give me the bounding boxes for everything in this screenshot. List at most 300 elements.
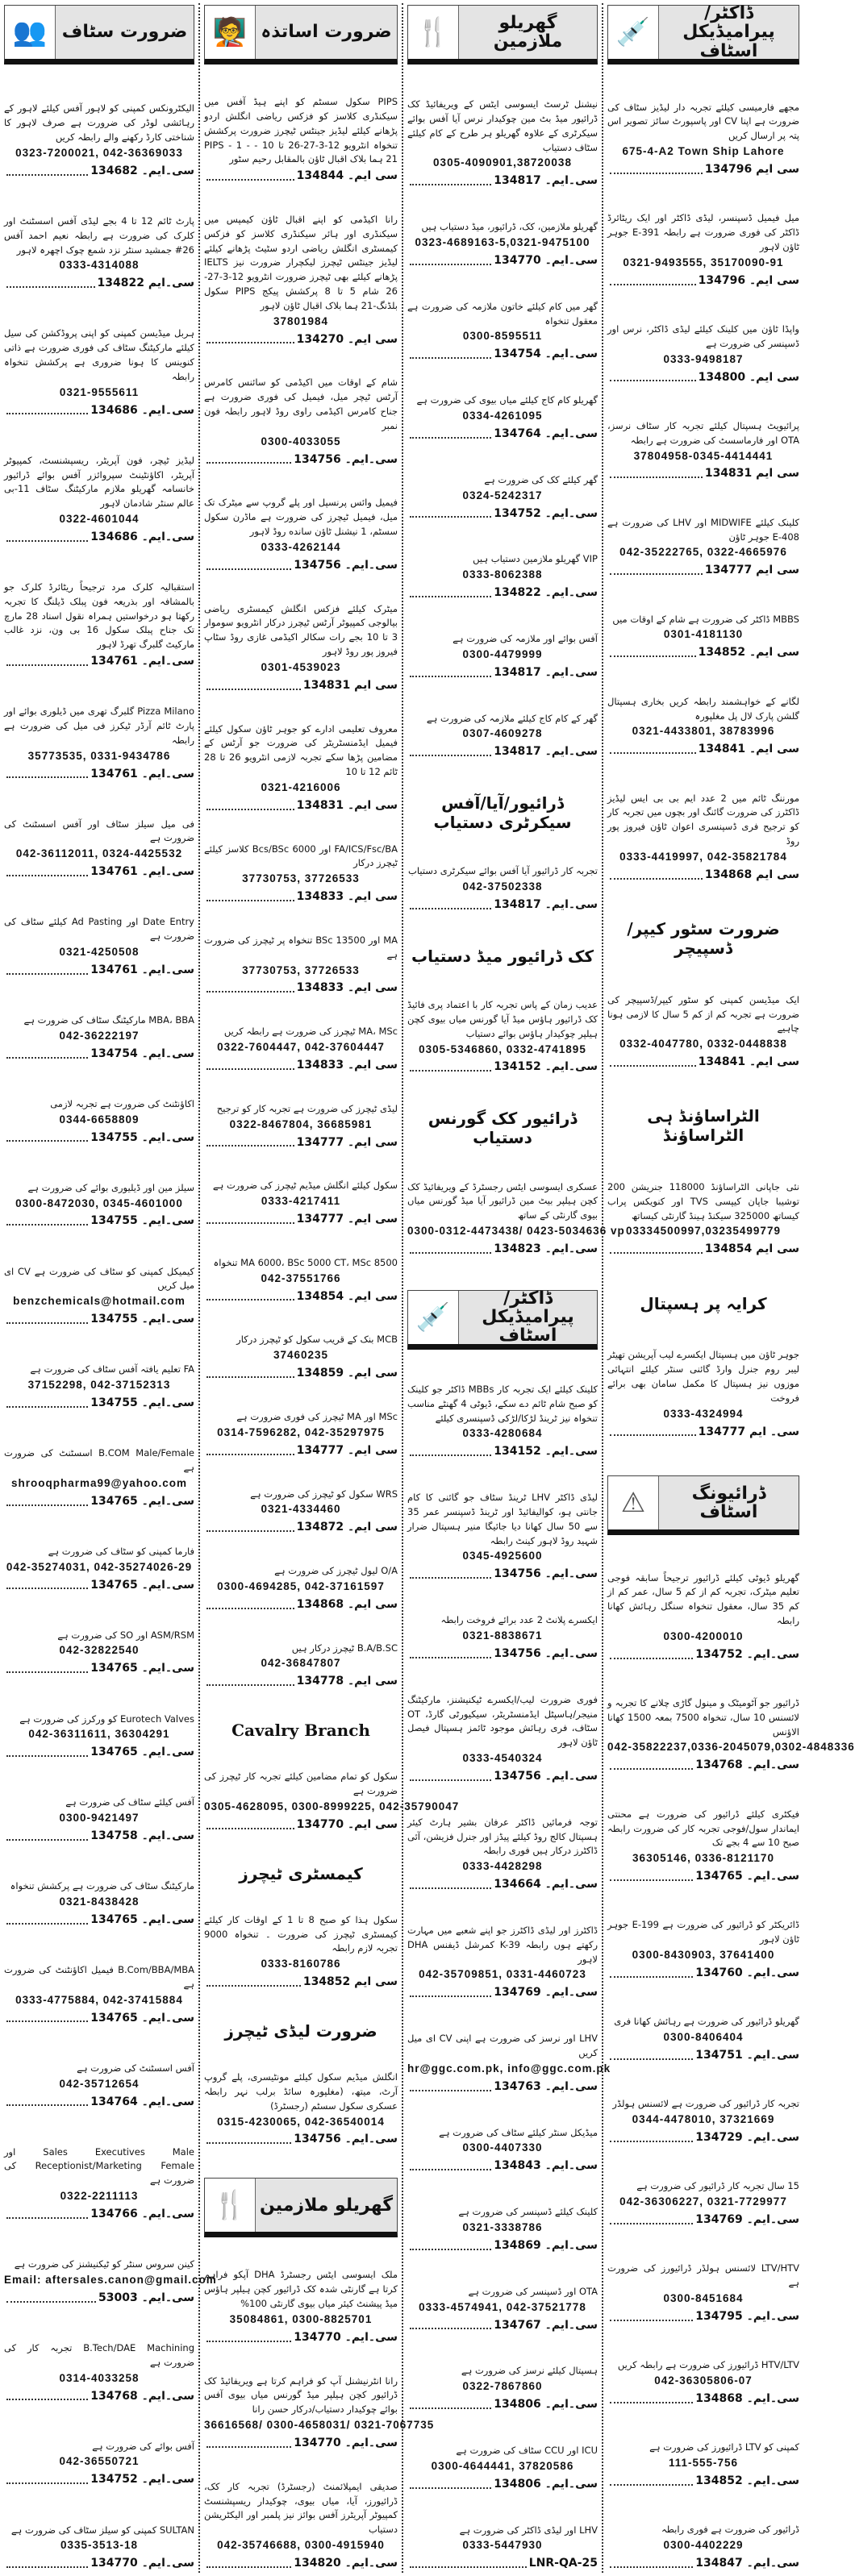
dotted-leader: [610, 2313, 693, 2321]
dotted-leader: [6, 280, 95, 288]
ad-reference: [607, 1757, 799, 1775]
dotted-leader: [410, 901, 491, 909]
ad-contact: 042-35274031, 042-35274026-29: [6, 1560, 193, 1573]
classified-ad: [204, 2268, 398, 2346]
classified-ad: [407, 300, 598, 364]
dotted-leader: [410, 1773, 491, 1781]
ad-contact: 0315-4230065, 042-36540014: [217, 2115, 385, 2128]
ad-reference: [407, 743, 598, 761]
ad-reference: [407, 1241, 598, 1259]
ad-reference-number: سی۔ایم۔ 134847: [695, 2557, 799, 2570]
ad-heading: ضرورت سٹور کیپر/ڈسپیچر: [627, 919, 780, 959]
ad-heading: Cavalry Branch: [231, 1721, 370, 1741]
dotted-leader: [410, 1448, 491, 1456]
classified-ad: [607, 1808, 799, 1886]
ad-reference: [407, 426, 598, 443]
ad-text: نئی جاپانی الٹراساؤنڈ 118000 جنریشن 200 توشیبا جاپان کیپسی TVS اور کنویکس پراب کیساتھ 325000 سیکنڈ ہینڈ گارنٹی کیساتھ: [607, 1181, 800, 1221]
ad-contact: 0321-8438428: [59, 1896, 140, 1908]
ad-text: MA، MSc ٹیچرز کی ضرورت ہے رابطہ کریں: [223, 1026, 398, 1038]
classified-ad: [407, 2364, 598, 2413]
ad-contact: 042-32822540: [59, 1644, 140, 1657]
dotted-leader: [410, 510, 491, 518]
dotted-leader: [6, 1916, 88, 1925]
ad-reference-number: سی ایم۔ 134777: [296, 1443, 398, 1457]
ad-reference-number: سی۔ایم۔ 134770: [90, 2557, 194, 2570]
ad-reference-number: سی ایم 134852: [302, 1975, 398, 1989]
ad-reference-number: سی۔ایم۔ 53003: [98, 2291, 194, 2304]
ad-reference-number: سی ایم 134854: [704, 1242, 799, 1256]
ad-contact: 0345-4925600: [462, 1550, 543, 1563]
ad-reference-number: سی۔ایم۔ 134770: [494, 253, 598, 267]
dotted-leader: [206, 1216, 294, 1224]
ad-reference-number: سی۔ایم۔ 134686: [90, 403, 194, 417]
road-sign-icon: ⚠: [608, 1476, 659, 1529]
classified-ad: [607, 419, 799, 483]
ad-reference: [204, 1134, 398, 1152]
dotted-leader: [206, 2560, 291, 2568]
dotted-leader: [6, 1833, 88, 1841]
dotted-leader: [206, 1979, 301, 1987]
dotted-leader: [206, 1678, 294, 1686]
dotted-leader: [410, 2481, 491, 2489]
ad-contact: 0300-8472030, 0345-4601000: [15, 1196, 183, 1209]
ad-reference: [607, 1646, 799, 1664]
classified-ad: [4, 1265, 194, 1329]
ad-reference-number: سی۔ایم۔ 134755: [90, 1214, 194, 1228]
ad-reference: [607, 644, 799, 662]
ad-reference: [204, 1974, 398, 1991]
ad-reference-number: سی۔ایم۔ 134761: [90, 865, 194, 879]
classified-ad: [204, 602, 398, 695]
ad-reference-number: سی۔ایم۔ 134765: [90, 1662, 194, 1675]
ad-reference: [407, 2237, 598, 2255]
classified-ad: [407, 1816, 598, 1894]
ad-reference-number: سی ایم 134777: [704, 564, 799, 577]
ad-contact: 0322-2211113: [60, 2190, 139, 2203]
classified-ad: [607, 1918, 799, 1982]
section-banner: [204, 2178, 398, 2237]
classified-ad: [4, 1712, 194, 1762]
ad-reference-number: LNR-QA-25: [528, 2557, 598, 2570]
classified-ad: [407, 2444, 598, 2493]
ad-contact: 042-35709851, 0331-4460723: [419, 1968, 586, 1981]
ad-text: OTA اور ڈسپنسر کی ضرورت ہے: [468, 2285, 598, 2297]
ad-heading: ڈرائیور/آیا/آفس سیکرٹری دستیاب: [433, 793, 572, 833]
ad-reference: [204, 2329, 398, 2347]
ad-contact: 0314-4033258: [59, 2371, 140, 2384]
classified-ad: [607, 613, 799, 662]
classified-ad: [204, 934, 398, 997]
classified-ad: [407, 552, 598, 601]
ad-text: ڈائریکٹر کو ڈرائیور کی ضرورت ہے 199-E جوہر ٹاؤن لاہور: [607, 1919, 799, 1946]
ad-text: میل فیمیل ڈسپنسر، لیڈی ڈاکٹر اور ایک ریٹائرڈ ڈاکٹر کی فوری ضرورت ہے رابطہ 391-E جوہر ٹاؤن لاہور: [607, 212, 799, 252]
classified-ad: [407, 393, 598, 443]
ad-text: B.Tech/DAE Machining تجربہ کار کی ضرورت ہے: [4, 2341, 194, 2368]
classified-ad: [204, 213, 398, 348]
ad-reference-number: سی ایم 134868: [704, 868, 799, 881]
dotted-leader: [206, 1370, 294, 1378]
ad-contact: 0333-4775884, 042-37415884: [15, 1993, 183, 2006]
dotted-leader: [6, 406, 88, 414]
section-title: ڈاکٹر/پیرامیڈیکل اسٹاف: [682, 3, 775, 61]
ad-contact: 042-35712654: [59, 2077, 140, 2090]
classified-ad: [204, 95, 398, 185]
dotted-leader: [610, 2560, 693, 2568]
ad-reference: [4, 163, 194, 181]
ad-text: ایک میڈیسن کمپنی کو سٹور کیپر/ڈسپیچر کی ضرورت ہے تجربہ کم از کم 5 سال کا لازمی ہونا چاہیے: [607, 993, 799, 1034]
ad-reference-number: سی۔ایم۔ 134765: [90, 1578, 194, 1592]
ad-reference: [204, 980, 398, 997]
section-title: گھریلو ملازمین: [259, 2195, 394, 2216]
ad-reference-number: سی ایم۔ 134770: [296, 1817, 398, 1831]
classified-ad: [4, 454, 194, 547]
ad-reference-number: سی ایم۔ 134777: [296, 1135, 398, 1149]
ad-text: میڈیکل سنٹر کیلئے سٹاف کی ضرورت ہے: [439, 2126, 598, 2138]
dotted-leader: [610, 872, 703, 880]
ad-contact: 0344-4478010, 37321669: [632, 2113, 775, 2126]
section-banner: [4, 5, 194, 65]
ad-contact: 0333-4314088: [59, 259, 140, 272]
ad-text: مجھے فارمیسی کیلئے تجربہ دار لیڈیز سٹاف کی ضرورت ہے اپنا CV اور پاسپورٹ سائز تصویر اس پتہ پر ارسال کریں: [607, 101, 800, 142]
ad-text: FA تعلیم یافتہ آفس سٹاف کی ضرورت ہے: [30, 1363, 194, 1375]
classified-ad: [204, 2374, 435, 2453]
ad-reference: [4, 2290, 194, 2308]
classified-ad: [4, 581, 194, 671]
ad-text: WRS سکول کو ٹیچرز کی ضرورت ہے: [250, 1488, 398, 1500]
column-4: [0, 3, 217, 2573]
classified-ad: [204, 1642, 398, 1691]
ad-reference-number: سی۔ایم۔ 134769: [494, 1986, 598, 2000]
ad-reference: [407, 2158, 598, 2175]
ad-reference-number: سی ایم۔ 134868: [296, 1597, 398, 1611]
classified-ad: [607, 211, 799, 289]
dotted-leader: [6, 868, 88, 876]
ad-reference-number: سی۔ایم۔ 134756: [294, 2133, 398, 2146]
classified-ad: [607, 695, 799, 759]
dotted-leader: [410, 2083, 491, 2091]
staff-group-icon: 👥: [5, 6, 56, 59]
ad-text: ملک ایسوسی ایٹس رجسٹرڈ DHA آپکو فراہم کرتا ہے گارنٹی شدہ کک ڈرائیور کچن ہیلپر ہاؤس میڈ پیشنٹ کیئر میاں بیوی گارنٹی 100%: [204, 2269, 398, 2310]
ad-reference: [204, 1057, 398, 1075]
ad-contact: 042-36222197: [59, 1029, 140, 1042]
ad-contact: 35084861, 0300-8825701: [229, 2312, 373, 2325]
dotted-leader: [410, 1881, 491, 1889]
ad-reference-number: سی۔ایم۔ 134869: [494, 2238, 598, 2252]
ad-reference: [407, 1443, 598, 1461]
ad-reference-number: سی۔ایم۔ 134770: [294, 2330, 398, 2344]
ad-contact: 0300-0312-4473438/ 0423-5034636 vp: [407, 1224, 625, 1237]
ad-contact: 0321-9493555, 35170090-91: [623, 256, 784, 268]
ad-reference-number: سی ایم۔ 134777: [296, 1213, 398, 1226]
ad-contact: 0333-4217411: [261, 1195, 341, 1208]
classified-ad: [607, 2097, 799, 2146]
ad-heading: ضرورت لیڈی ٹیچرز: [224, 2020, 377, 2041]
dotted-leader: [6, 967, 88, 975]
dotted-leader: [610, 1970, 693, 1978]
classified-ad: [4, 327, 194, 419]
ad-reference: [407, 506, 598, 523]
classified-ad: [4, 2145, 194, 2224]
classified-ad: [204, 2480, 398, 2573]
ad-reference-number: سی۔ایم۔ 134760: [695, 1966, 799, 1979]
ad-text: LHV اور نرسز کی ضرورت ہے اپنی CV ای میل کریں: [407, 2033, 598, 2059]
ad-contact: 0334-4261095: [462, 410, 543, 422]
dotted-leader: [206, 2440, 291, 2448]
classified-ad: [407, 998, 598, 1076]
syringe-icon: 💉: [608, 6, 659, 59]
ad-reference: [4, 1395, 194, 1413]
dotted-leader: [206, 1292, 294, 1300]
classified-ad: [4, 2062, 194, 2111]
classified-ad: [407, 1924, 598, 2002]
ad-text: O/A لیول ٹیچرز کی ضرورت ہے: [274, 1565, 398, 1577]
ad-reference: [4, 1577, 194, 1595]
ad-contact: 042-36550721: [59, 2455, 140, 2468]
ad-text: گھریلو کام کاج کیلئے میاں بیوی کی ضرورت ہے: [416, 394, 598, 406]
dotted-leader: [410, 2162, 491, 2170]
ad-reference-number: سی۔ایم۔ 134756: [494, 1646, 598, 1660]
ad-reference: [204, 1288, 398, 1306]
ad-reference: [204, 168, 398, 185]
ad-contact: 042-37502338: [462, 880, 543, 893]
ad-reference: [407, 2079, 598, 2096]
ad-text: MSc اور MA ٹیچرز کی فوری ضرورت ہے: [236, 1411, 398, 1422]
ad-text: مارکیٹنگ سٹاف کی ضرورت ہے پرکشش تنخواہ: [10, 1880, 194, 1892]
ad-reference: [407, 1646, 598, 1663]
ad-contact: 042-35222765, 0322-4665976: [619, 546, 787, 559]
section-title: ڈاکٹر/پیرامیڈیکل اسٹاف: [482, 1288, 574, 1346]
ad-reference: [204, 2555, 398, 2573]
ad-reference-number: سی۔ایم۔ 134763: [494, 2079, 598, 2093]
dotted-leader: [410, 2321, 491, 2329]
ad-reference: [607, 867, 799, 884]
ad-text: لیڈیز ٹیچر، فون آپریٹر، ریسپشنسٹ، کمپیوٹر آپریٹر، اکاؤنٹینٹ سپروائزر آفس بوائے ڈرائیور خانسامہ گھریلو ملازم مارکیٹنگ سٹاف 11-بی عالم سنٹر شادمان لاہور: [4, 454, 194, 510]
classified-ad: [204, 2070, 398, 2149]
ad-heading: کرایہ پر ہسپتال: [640, 1293, 767, 1313]
ad-text: MBBS ڈاکٹر کی ضرورت ہے شام کے اوقات میں: [612, 613, 799, 625]
ad-reference-number: سی ایم۔ 134270: [296, 332, 398, 346]
ad-contact: 0300-4407330: [462, 2141, 543, 2154]
ad-contact: 0333-4262144: [261, 540, 341, 553]
ad-reference-number: سی۔ایم۔ 134682: [90, 164, 194, 177]
ad-contact: 35773535, 0331-9434786: [27, 749, 171, 762]
ad-reference: [4, 1660, 194, 1678]
ad-contact: 0300-4479999: [462, 647, 543, 660]
syringe-icon: 💉: [408, 1291, 459, 1344]
ad-reference: [607, 2391, 799, 2408]
ad-text: استقبالیہ کلرک مرد ترجیحاً ریٹائرڈ کلرک جو بالمشافہ اور بذریعہ فون پبلک ڈیلنگ کا تجربہ رکھتا ہو درخواستیں ہمراہ نقول اسناد 28 مارچ تک جناح پبلک سکول 16 بی ون، نزد غالب مارکیٹ گلبرگ تھرڈ لاہور: [4, 581, 194, 651]
ad-reference-number: سی۔ایم۔ 134823: [494, 1242, 598, 1255]
ad-contact: 0321-4433801, 38783996: [632, 725, 775, 738]
ad-contact: Email: aftersales.canon@gmail.com: [4, 2273, 217, 2286]
dotted-leader: [410, 431, 491, 439]
ad-contact: 0307-4609278: [462, 727, 543, 740]
ad-reference: [4, 1744, 194, 1762]
classified-ad: [204, 1256, 398, 1305]
classified-ad: [4, 1796, 194, 1845]
ad-contact: 042-36112011, 0324-4425532: [15, 847, 183, 860]
ad-contact: 37460235: [273, 1349, 329, 1362]
classified-ad: [4, 2258, 217, 2307]
ad-reference: [204, 331, 398, 349]
ad-text: B.A/B.SC ٹیچرز درکار ہیں: [291, 1642, 398, 1654]
ad-reference-number: سی۔ایم۔ 134765: [90, 2011, 194, 2025]
dotted-leader: [410, 2560, 527, 2568]
ad-reference: [4, 766, 194, 784]
ad-reference-number: سی ایم۔ 134872: [296, 1521, 398, 1534]
ad-reference: [204, 2435, 398, 2453]
ad-reference-number: سی۔ایم۔ 134686: [90, 530, 194, 543]
ad-contact: 37730753, 37726533: [242, 872, 360, 885]
ad-reference-number: سی۔ایم۔ 134768: [90, 2389, 194, 2403]
section-banner: [607, 5, 799, 65]
ad-text: Date Entry اور Ad Pasting کیلئے سٹاف کی ضرورت ہے: [4, 916, 194, 943]
ad-contact: 042-35746688, 0300-4915940: [217, 2538, 385, 2551]
ad-text: انگلش میڈیم سکول کیلئے مونٹیسری، پلے گروپ آرٹ، میتھ، (مغلپورہ سائڈ برلب نہر رابطہ عسکری سکول سسٹم (رجسٹرڈ): [204, 2071, 398, 2112]
ad-reference-number: سی۔ایم۔ 134758: [90, 1829, 194, 1843]
ad-text: توجہ فرمائیں ڈاکٹر عرفان بشیر ہارٹ کیئر ہسپتال کالج روڈ کیلئے پیڈز اور جنرل فزیشن، آئی ڈاکٹرز درکار ہیں فوری رابطہ: [407, 1816, 598, 1857]
ad-contact: 36616568/ 0300-4658031/ 0321-7067735: [204, 2419, 435, 2431]
ad-text: FA/ICS/Fsc/BA اور Bcs/BSc 6000 کلاسز کیلئے ٹیچرز درکار: [204, 843, 398, 869]
ad-text: سیلز مین اور ڈیلیوری بوائے کی ضرورت ہے: [27, 1181, 194, 1193]
classified-ad: [407, 632, 598, 681]
ad-text: آفس بوائے کی ضرورت ہے: [92, 2440, 194, 2452]
dotted-leader: [6, 168, 88, 176]
ad-contact: 0332-4047780, 0332-0448838: [619, 1038, 787, 1051]
ad-contact: 0300-4694285, 042-37161597: [217, 1579, 385, 1592]
ad-text: ہسپتال کیلئے نرسز کی ضرورت ہے: [461, 2365, 598, 2377]
classified-ad: [204, 1179, 398, 1228]
ad-contact: 042-37551766: [261, 1271, 341, 1284]
classified-ad: [4, 1181, 194, 1230]
ad-text: HTV/LTV ڈرائیورز کی ضرورت ہے رابطہ کریں: [617, 2359, 799, 2371]
ad-contact: 0333-4324994: [663, 1407, 744, 1420]
ad-reference: [607, 369, 799, 387]
ad-reference: [4, 1828, 194, 1846]
ad-reference: [607, 465, 799, 483]
ad-text: میٹرک کیلئے فزکس انگلش کیمسٹری ریاضی بیالوجی کمپیوٹر آرٹس ٹیچرز درکار انٹرویو سوموار 3 تا 10 بجے رات سکالر اکیڈمی غازی روڈ سٹاپ فیروز پور روڈ لاہور: [204, 602, 398, 658]
dotted-leader: [206, 984, 294, 993]
ad-reference: [407, 585, 598, 602]
dotted-leader: [6, 1051, 88, 1059]
ad-reference: [407, 346, 598, 364]
classified-ad: [204, 1913, 398, 1991]
classified-ad: [407, 1613, 598, 1663]
ad-contact: 042-36306227, 0321-7729977: [619, 2195, 787, 2208]
classified-ad: [407, 2524, 598, 2573]
ad-reference-number: سی۔ایم۔ 134795: [695, 2310, 799, 2323]
dotted-leader: [610, 2216, 693, 2224]
ad-reference: [607, 161, 799, 179]
classified-ad: [607, 2358, 799, 2407]
ad-contact: hr@ggc.com.pk, info@ggc.com.pk: [407, 2062, 611, 2075]
ad-text: رانا اکیڈمی کو اپنے اقبال ٹاؤن کیمپس میں سیکنڈری اور ہائر سیکنڈری کلاسز کو فزکس کیمسٹری انگلش ریاضی اردو سٹیٹ پڑھانے کیلئے لیڈیز جینٹس ٹیچرز لیکچرار ضرورت نیز IELTS پڑھانے کیلئے بھی ٹیچرز ضرورت انٹرویو 12-3-27-26 شام 5 تا 8 پرکشش پیکج PIPS سکول بلڈنگ-21 ہما بلاک اقبال ٹاؤن لاہور: [204, 214, 398, 311]
ad-reference: [607, 2473, 799, 2491]
ad-reference: [407, 1876, 598, 1894]
ad-reference: [607, 562, 799, 580]
ad-reference: [4, 1311, 194, 1329]
ad-reference: [407, 897, 598, 914]
ad-contact: 0333-8062388: [462, 568, 543, 581]
dotted-leader: [610, 1428, 696, 1436]
ad-reference: [607, 2212, 799, 2229]
dotted-leader: [610, 649, 696, 657]
section-banner: [407, 5, 598, 65]
classified-ad: [407, 1180, 625, 1259]
ad-reference: [407, 1566, 598, 1583]
ad-reference-number: سی۔ایم۔ 134765: [90, 1912, 194, 1926]
ad-reference-number: سی ایم۔ 134859: [296, 1367, 398, 1380]
ad-text: گھریلو ڈرائیور کی ضرورت ہے رہائش کھانا فری: [614, 2016, 799, 2028]
ad-text: Pizza Milano گلبرگ تھری میں ڈیلوری بوائے اور پارٹ ٹائم آرڈر ٹیکرز فی میل کی ضرورت ہے رابطہ: [4, 705, 194, 746]
ad-contact: 0321-4334460: [261, 1503, 341, 1516]
ad-contact: 37801984: [273, 314, 329, 327]
classified-ad: [407, 712, 598, 761]
ad-reference-number: سی۔ایم۔ 134756: [494, 1769, 598, 1783]
column-2: [402, 3, 625, 2573]
classified-ad: [407, 2126, 598, 2175]
ad-text: کینن سروس سنٹر کو ٹیکنیشنز کی ضرورت ہے: [14, 2258, 194, 2270]
ad-reference-number: سی۔ایم۔ 134770: [294, 2436, 398, 2449]
ad-text: واپڈا ٹاؤن میں کلینک کیلئے لیڈی ڈاکٹر، نرس اور ڈسپنسر کی ضرورت ہے: [607, 323, 799, 349]
ad-reference: [4, 2206, 194, 2224]
ad-reference: [204, 888, 398, 906]
ad-reference: [607, 2308, 799, 2326]
ad-reference-number: سی ایم 134796: [704, 163, 799, 176]
ad-text: گھریلو ڈیوٹی کیلئے ڈرائیور ترجیحاً سابقہ فوجی تعلیم میٹرک، تجربہ کم از کم 5 سال، عمر کم از کم 35 سال، معقول تنخواہ سنگل رہائش کھانا رابطہ: [607, 1571, 799, 1626]
dotted-leader: [410, 1989, 491, 1997]
ad-reference: [204, 452, 398, 469]
section-title: ضرورت سٹاف: [61, 22, 188, 43]
classified-ad: [204, 1025, 398, 1074]
dotted-leader: [6, 2098, 88, 2106]
ad-reference-number: سی۔ایم۔ 134767: [494, 2318, 598, 2332]
ad-text: ASM/RSM اور SO کی ضرورت ہے: [57, 1629, 194, 1641]
classified-ad: [204, 1333, 398, 1382]
dotted-leader: [206, 562, 291, 570]
ad-reference-number: سی۔ایم۔ 134755: [90, 1313, 194, 1326]
ad-text: ڈاکٹرز اور لیڈی ڈاکٹرز جو اپنے شعبے میں مہارت رکھتے ہوں رابطہ K-39 کمرشل ڈیفنس DHA لاہور: [407, 1924, 598, 1965]
ad-reference-number: سی ایم۔ 134841: [698, 743, 799, 756]
ad-reference: [204, 1365, 398, 1383]
ad-contact: 042-35822237,0336-2045079,0302-4848336: [607, 1741, 855, 1754]
dotted-leader: [206, 1601, 294, 1609]
dotted-leader: [6, 1400, 88, 1408]
ad-reference: [407, 1059, 598, 1076]
ad-reference: [204, 1519, 398, 1537]
classified-ad: [607, 1348, 799, 1441]
ad-reference-number: سی۔ایم۔ 134817: [494, 898, 598, 912]
ad-contact: 0321-4216006: [261, 780, 341, 793]
ad-reference: [204, 557, 398, 575]
dotted-leader: [410, 748, 491, 756]
ad-text: MBA، BBA مارکیٹنگ سٹاف کی ضرورت ہے: [23, 1014, 194, 1026]
section-banner: [407, 1290, 598, 1350]
ad-reference: [4, 2094, 194, 2112]
ad-reference-number: سی۔ایم۔ 134769: [695, 2213, 799, 2227]
ad-reference-number: سی ایم۔ 134833: [296, 890, 398, 904]
dotted-leader: [206, 893, 294, 901]
ad-text: لیڈی ٹیچرز کی ضرورت ہے تجربہ کار کو ترجیح: [216, 1102, 398, 1114]
classified-ad: [4, 818, 194, 881]
ad-contact: 0305-4090901,38720038: [433, 156, 572, 169]
ad-contact: 36305146, 0336-8121170: [632, 1852, 774, 1865]
fork-knife-icon: 🍴: [205, 2179, 256, 2232]
dotted-leader: [206, 2136, 291, 2144]
dotted-leader: [6, 1217, 88, 1226]
ad-text: ایکسرے پلانٹ 2 عدد برائے فروخت رابطہ: [440, 1614, 598, 1626]
ad-reference: [607, 1054, 799, 1072]
